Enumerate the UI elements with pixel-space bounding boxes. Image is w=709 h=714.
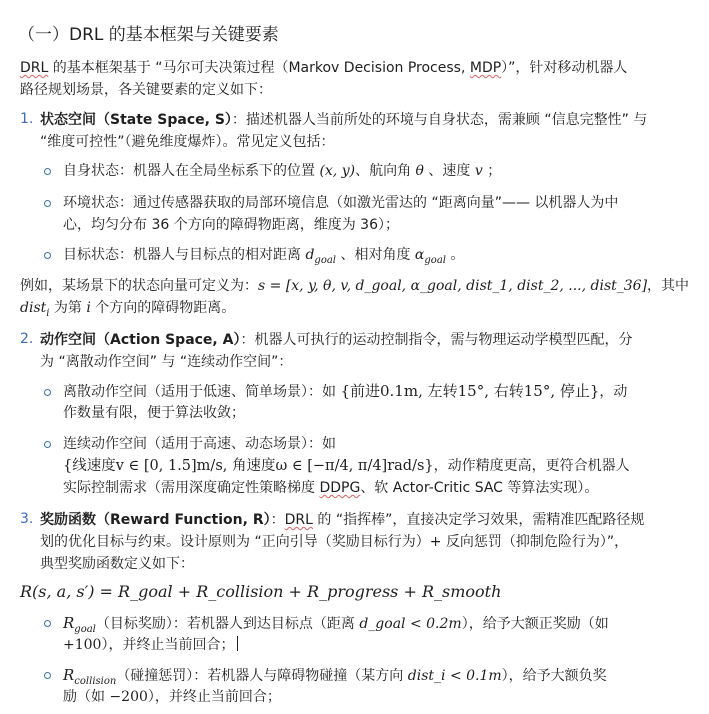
item3-bullet-1-line-2: +100），并终止当前回合；	[63, 635, 238, 656]
r-goal-symbol: $R_{goal}$	[63, 614, 96, 635]
bullet-icon	[44, 620, 51, 627]
reward-formula: R(s, a, s′) = R_goal + R_collision + R_progress + R_smooth	[20, 582, 502, 601]
item1-line-1	[40, 110, 647, 131]
item2-bullet-2-line-3: 实际控制需求（需用深度确定性策略梯度 DDPG、软 Actor-Critic SAC 等算法实现）。	[63, 480, 599, 496]
item2-bullet-1-line-1: 离散动作空间（适用于低速、简单场景）：如 {前进0.1m, 左转15°, 右转15°, 停止}，动	[63, 382, 628, 400]
item1-title: 状态空间（State Space, S）	[40, 112, 232, 128]
item2-title: 动作空间（Action Space, A）	[40, 332, 241, 348]
state-example-line-1: 例如，某场景下的状态向量可定义为：s = [x, y, θ, v, d_goal, α_goal, dist_1, dist_2, ..., dist_36]，其中	[20, 278, 690, 294]
intro-text-b: ）”，针对移动机器人	[501, 60, 628, 76]
item3-line-2: 划的优化目标与约束。设计原则为 “正向引导（奖励目标行为）+ 反向惩罚（抑制危险行为）”，	[40, 534, 629, 550]
text-cursor	[237, 636, 238, 651]
intro-line-2: 路径规划场景，各关键要素的定义如下：	[20, 82, 272, 98]
discrete-action-set: {前进0.1m, 左转15°, 右转15°, 停止}	[340, 382, 600, 400]
item2-line-1: 动作空间（Action Space, A）：机器人可执行的运动控制指令，需与物理运动学模型匹配，分	[40, 332, 633, 348]
bullet-icon	[44, 672, 51, 679]
item1-number: 1.	[20, 111, 34, 127]
state-example-line-2: dist$_i$ 为第 i 个方向的障碍物距离。	[20, 300, 236, 319]
bullet-icon	[44, 441, 51, 448]
intro-mdp: MDP	[469, 60, 502, 76]
r-collision-symbol: $R_{collision}$	[63, 666, 117, 687]
item3-bullet-2-line-2: 励（如 −200），并终止当前回合；	[63, 689, 281, 705]
item2-number: 2.	[20, 331, 34, 347]
continuous-action-set: {线速度v ∈ [0, 1.5]m/s, 角速度ω ∈ [−π/4, π/4]rad/s}	[63, 458, 434, 474]
item3-line-3: 典型奖励函数定义如下：	[40, 556, 194, 572]
item1-text-1: ：描述机器人当前所处的环境与自身状态，需兼顾 “信息完整性” 与	[231, 112, 648, 128]
item1-bullet-2-line-2: 心，均匀分布 36 个方向的障碍物距离，维度为 36）；	[63, 217, 399, 233]
item2-line-2: 为 “离散动作空间” 与 “连续动作空间”：	[40, 354, 293, 370]
item1-line-2: “维度可控性”（避免维度爆炸）。常见定义包括：	[40, 134, 335, 150]
item3-bullet-2-line-1: $R_{collision}$（碰撞惩罚）：若机器人与障碍物碰撞（某方向 dist_i < 0.1m），给予大额负奖	[63, 666, 607, 687]
item3-bullet-1-line-1: $R_{goal}$（目标奖励）：若机器人到达目标点（距离 d_goal < 0.2m），给予大额正奖励（如	[63, 614, 609, 635]
item3-line-1: 奖励函数（Reward Function, R）：DRL 的 “指挥棒”，直接决定学习效果，需精准匹配路径规	[40, 512, 645, 528]
bullet-icon	[44, 200, 51, 207]
bullet-icon	[44, 389, 51, 396]
item1-bullet-3: 目标状态：机器人与目标点的相对距离 $d_{goal}$ 、相对角度 $\alpha_{goal}$ 。	[63, 247, 465, 266]
item2-bullet-1-line-2: 作数量有限，便于算法收敛；	[63, 405, 245, 421]
intro-line-1	[20, 58, 627, 79]
intro-text-a: 的基本框架基于 “马尔可夫决策过程（Markov Decision Process,	[48, 60, 470, 76]
item3-title: 奖励函数（Reward Function, R）	[40, 512, 271, 528]
item2-bullet-2-line-1: 连续动作空间（适用于高速、动态场景）：如	[63, 436, 336, 452]
item2-bullet-2-line-2: {线速度v ∈ [0, 1.5]m/s, 角速度ω ∈ [−π/4, π/4]rad/s}，动作精度更高，更符合机器人	[63, 458, 630, 474]
item1-bullet-1: 自身状态：机器人在全局坐标系下的位置 (x, y)、航向角 θ 、速度 v ；	[63, 163, 502, 179]
bullet-icon	[44, 168, 51, 175]
item3-number: 3.	[20, 511, 34, 527]
section-heading: （一）DRL 的基本框架与关键要素	[18, 25, 279, 45]
example-text: 例如，某场景下的状态向量可定义为：	[20, 278, 258, 294]
state-vector-formula: s = [x, y, θ, v, d_goal, α_goal, dist_1, dist_2, ..., dist_36]	[258, 278, 648, 294]
bullet-icon	[44, 252, 51, 259]
item1-bullet-2-line-1: 环境状态：通过传感器获取的局部环境信息（如激光雷达的 “距离向量”—— 以机器人为中	[63, 195, 619, 211]
intro-drl: DRL	[20, 60, 49, 76]
